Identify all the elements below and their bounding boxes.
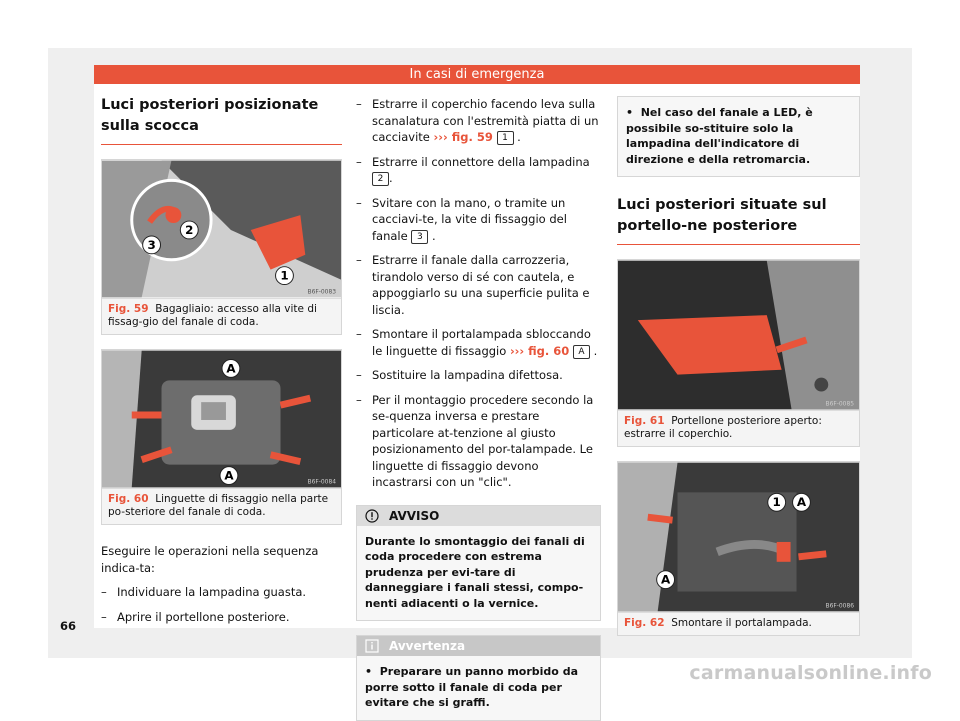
avvertenza-title: Avvertenza (389, 639, 466, 653)
fig59-code: B6F-0083 (307, 288, 337, 296)
fig62-code: B6F-0086 (825, 602, 855, 610)
figure-reference[interactable]: ››› fig. 60 (509, 343, 570, 358)
fig60-caption (102, 488, 341, 524)
list-item: – Smontare il portalampada sbloccando le linguette di fissaggio ››› fig. 60 A . (356, 327, 598, 358)
info-icon (365, 639, 379, 653)
column-right (617, 96, 860, 636)
callout-badge: 3 (411, 230, 428, 244)
fig62-image (618, 462, 859, 612)
avviso-box (356, 505, 601, 622)
avviso-header (357, 506, 600, 526)
intro-paragraph: Eseguire le operazioni nella sequenza indica-ta: (101, 544, 319, 575)
fig61-caption (618, 410, 859, 446)
figure-60 (101, 349, 342, 525)
fig60-callout-a-bottom: A (224, 468, 234, 483)
fig61-code: B6F-0085 (825, 400, 855, 408)
fig62-callout-a-bottom: A (661, 572, 671, 587)
avvertenza-text: • Preparare un panno morbido da porre sotto il fanale di coda per evitare che si graffi. (357, 656, 600, 720)
fig59-caption-text: Bagagliaio: accesso alla vite di fissag-gio del fanale di coda. (108, 303, 317, 328)
fig60-image (102, 350, 341, 488)
fig62-callout-a-top: A (796, 495, 807, 510)
fig59-image (102, 160, 341, 298)
list-item: – Estrarre il coperchio facendo leva sulla scanalatura con l'estremità piatta di un cacciavite ››› fig. 59 1 . (356, 97, 599, 144)
avviso-title: AVVISO (389, 508, 440, 523)
figure-61 (617, 259, 860, 447)
watermark: carmanualsonline.info (689, 662, 932, 684)
avviso-text: Durante lo smontaggio dei fanali di coda procedere con estrema prudenza per evi-tare di danneggiare i fanali stessi, compo-nenti adiacenti o la vernice. (357, 526, 600, 621)
fig60-callout-a-top: A (226, 361, 236, 376)
led-note-box (617, 96, 860, 177)
fig59-callout-1: 1 (280, 268, 289, 283)
page-header: In casi di emergenza (94, 65, 860, 84)
fig62-label: Fig. 62 (624, 617, 665, 629)
section-title-portellone: Luci posteriori situate sul portello-ne posteriore (617, 195, 860, 245)
column-left (101, 95, 342, 625)
fig59-callout-2: 2 (185, 222, 194, 237)
fig59-callout-3: 3 (147, 237, 156, 252)
figure-59 (101, 159, 342, 335)
led-note-text: • Nel caso del fanale a LED, è possibile so-stituire solo la lampadina dell'indicatore di direzione e della retromarcia. (618, 97, 859, 176)
fig59-caption (102, 298, 341, 334)
column-middle (356, 96, 601, 721)
list-item: – Svitare con la mano, o tramite un cacciavi-te, la vite di fissaggio del fanale 3 . (356, 195, 567, 243)
avvertenza-header (357, 636, 600, 656)
list-item: – Aprire il portellone posteriore. (101, 609, 290, 624)
figure-62 (617, 461, 860, 636)
page-number: 66 (60, 619, 77, 633)
warning-icon (365, 509, 379, 523)
callout-badge: 2 (372, 172, 389, 186)
fig61-caption-text: Portellone posteriore aperto: estrarre il coperchio. (624, 415, 822, 440)
fig59-label: Fig. 59 (108, 303, 149, 315)
fig60-label: Fig. 60 (108, 493, 149, 505)
fig61-image (618, 260, 859, 410)
list-item: – Estrarre il fanale dalla carrozzeria, tirandolo verso di sé con cautela, e appoggiarlo su una superficie pulita e liscia. (356, 253, 590, 317)
section-title-scocca: Luci posteriori posizionate sulla scocca (101, 95, 342, 145)
list-item: – Individuare la lampadina guasta. (101, 585, 307, 599)
fig62-caption (618, 612, 859, 635)
fig62-caption-text: Smontare il portalampada. (671, 617, 812, 629)
fig60-code: B6F-0084 (307, 478, 337, 486)
list-item: – Estrarre il connettore della lampadina 2 . (356, 154, 590, 185)
fig60-caption-text: Linguette di fissaggio nella parte po-steriore del fanale di coda. (108, 493, 329, 518)
fig62-callout-1: 1 (772, 495, 781, 510)
list-item: – Sostituire la lampadina difettosa. (356, 368, 563, 382)
callout-badge: A (573, 345, 590, 359)
figure-reference[interactable]: ››› fig. 59 (433, 130, 493, 144)
list-item: – Per il montaggio procedere secondo la se-quenza inversa e prestare particolare at-tenzione al giusto posizionamento del por-talampade. Le linguette di fissaggio devono incastrarsi con un "clic". (356, 392, 594, 489)
callout-badge: 1 (497, 131, 514, 145)
fig61-label: Fig. 61 (624, 415, 665, 427)
